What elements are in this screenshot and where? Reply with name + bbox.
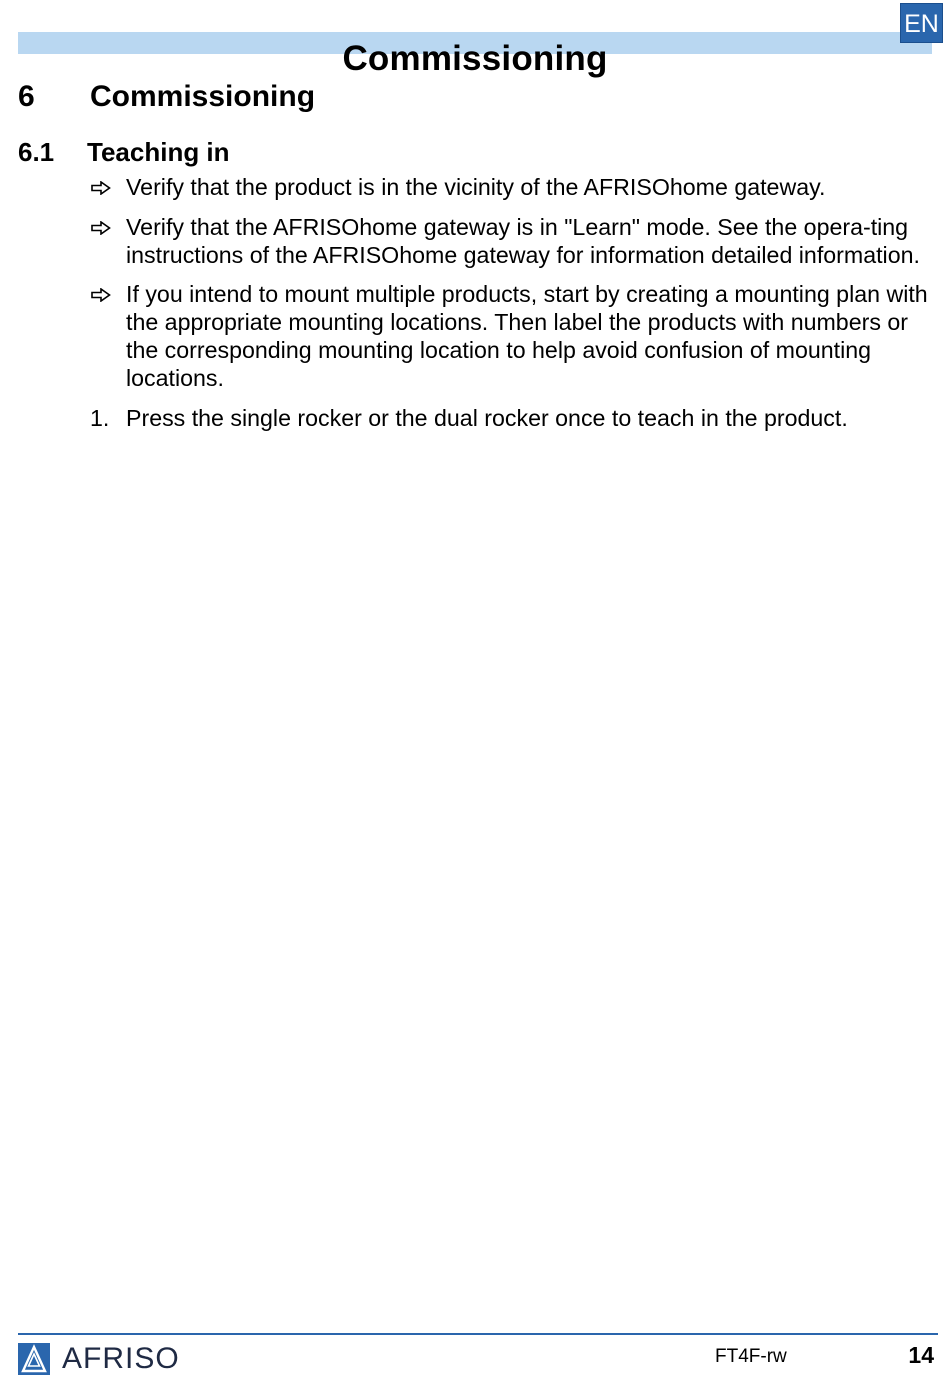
section-number: 6 [18,80,35,113]
afriso-logo-icon [18,1343,50,1375]
afriso-logo [18,1342,180,1376]
subsection-number: 6.1 [18,137,55,167]
section-heading [18,78,315,116]
instruction-list [90,174,935,444]
step-numeral: 1. [90,404,110,431]
step-text: Verify that the AFRISOhome gateway is in "Learn" mode. See the opera-ting instructions of the AFRISOhome gateway for information detailed information. [126,213,920,268]
footer-divider [18,1333,938,1335]
brand-name: AFRISO [62,1342,180,1375]
numbered-step [90,405,935,433]
step-text: Verify that the product is in the vicinity of the AFRISOhome gateway. [126,174,826,200]
step-text: Press the single rocker or the dual rocker once to teach in the product. [126,404,848,431]
page-header-title: Commissioning [342,39,608,78]
precondition-step [90,281,935,392]
language-badge: EN [900,3,943,43]
section-title: Commissioning [90,80,316,113]
precondition-step [90,214,935,270]
precondition-step [90,174,935,202]
page-number: 14 [908,1342,934,1368]
arrow-right-outline-icon [90,281,118,309]
arrow-right-outline-icon [90,214,118,242]
document-id: FT4F-rw [715,1346,787,1367]
step-text: If you intend to mount multiple products, start by creating a mounting plan with the appropriate mounting locations. Then label the products with numbers or the corresponding mounting location to help avoid confusion of mounting locations. [126,281,928,391]
arrow-right-outline-icon [90,174,118,202]
subsection-title: Teaching in [87,137,230,167]
subsection-heading [18,135,230,169]
header-band [18,32,932,78]
